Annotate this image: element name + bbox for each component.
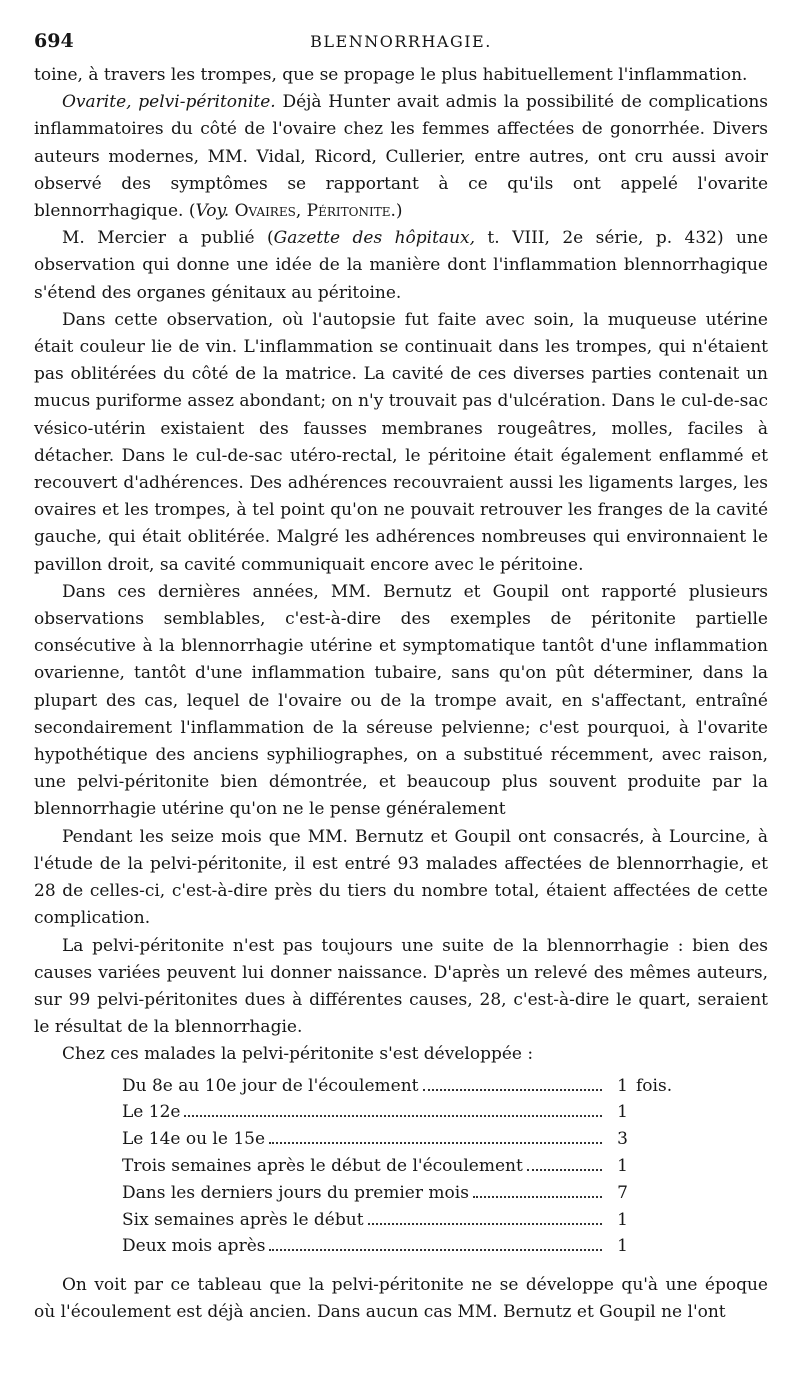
table-row (122, 1180, 682, 1207)
dot-leader (527, 1169, 602, 1171)
table-row (122, 1207, 682, 1234)
body-text (34, 62, 768, 1069)
separator: , (295, 201, 307, 222)
cross-reference-ovaires: Ovaires (234, 201, 296, 222)
row-count: 1 (617, 1075, 628, 1096)
table-row (122, 1233, 682, 1260)
paragraph-seize-mois: Pendant les seize mois que MM. Bernutz et Goupil ont consacrés, à Lourcine, à l'étude de la pelvi-péritonite, il est entré 93 malades affectées de blennorrhagie, et 28 de celles-ci, c'est-à-dire près du tiers du nombre total, étaient affectées de cette complication. (34, 826, 768, 929)
paragraph-table-intro: Chez ces malades la pelvi-péritonite s'est développée : (62, 1044, 534, 1065)
dot-leader (184, 1115, 602, 1117)
paragraph-mercier (34, 225, 768, 307)
running-head: BLENNORRHAGIE. (310, 32, 492, 51)
table-row (122, 1126, 682, 1153)
row-count: 1 (617, 1209, 628, 1230)
paragraph-text: Déjà Hunter avait admis la possibilité de complications inflammatoires du côté de l'ovaire chez les femmes affectées de gonorrhée. Divers auteurs modernes, MM. Vidal, Ricord, Cullerier, entre autres, ont cru aussi avoir observé des symptômes se rapportant à ce qu'ils ont appelé l'ovarite blennorrhagique. ( (34, 92, 769, 222)
row-count: 1 (617, 1236, 628, 1257)
journal-title: Gazette des hôpitaux, (273, 228, 476, 249)
row-label: Du 8e au 10e jour de l'écoulement (122, 1075, 419, 1096)
paragraph-conclusion: On voit par ce tableau que la pelvi-péritonite ne se développe qu'à une époque où l'écoulement est déjà ancien. Dans aucun cas MM. Bernutz et Goupil ne l'ont (34, 1275, 768, 1323)
table-row (122, 1073, 682, 1100)
paragraph-observation: Dans cette observation, où l'autopsie fut faite avec soin, la muqueuse utérine était couleur lie de vin. L'inflammation se continuait dans les trompes, qui n'étaient pas oblitérées du côté de la matrice. La cavité de ces diverses parties contenait un mucus puriforme assez abondant; on n'y trouvait pas d'ulcération. Dans le cul-de-sac vésico-utérin existaient des fausses membranes rougeâtres, molles, faciles à détacher. Dans le cul-de-sac utéro-rectal, le péritoine était également enflammé et recouvert d'adhérences. Des adhérences recouvraient aussi les ligaments larges, les ovaires et les trompes, à tel point qu'on ne pouvait retrouver les franges de la cavité gauche, qui était oblitérée. Malgré les adhérences nombreuses qui environnaient le pavillon droit, sa cavité communiquait encore avec le péritoine. (34, 309, 768, 575)
table-row (122, 1153, 682, 1180)
paragraph-text: t. VIII, 2e série, p. 432) une observation qui donne une idée de la manière dont l'inflammation blennorrhagique s'étend des organes génitaux au péritoine. (34, 228, 769, 303)
paragraph-ovarite (34, 89, 768, 225)
row-label: Le 14e ou le 15e (122, 1129, 266, 1150)
row-count: 1 (617, 1155, 628, 1176)
paragraph-bernutz-goupil: Dans ces dernières années, MM. Bernutz et Goupil ont rapporté plusieurs observations semblables, c'est-à-dire des exemples de péritonite partielle consécutive à la blennorrhagie utérine et symptomatique tantôt d'une inflammation ovarienne, tantôt d'une inflammation tubaire, sans qu'on pût déterminer, dans la plupart des cas, lequel de l'ovaire ou de la trompe avait, en s'affectant, entraîné secondairement l'inflammation de la séreuse pelvienne; c'est pourquoi, à l'ovarite hypothétique des anciens syphiliographes, on a substitué récemment, avec raison, une pelvi-péritonite bien démontrée, et beaucoup plus souvent produite par la blennorrhagie utérine qu'on ne le pense généralement (34, 581, 768, 820)
dot-leader (269, 1142, 602, 1144)
dot-leader (269, 1249, 602, 1251)
row-unit: fois. (636, 1075, 673, 1096)
cross-reference-peritonite: Péritonite (306, 201, 391, 222)
paragraph-text: M. Mercier a publié ( (62, 228, 274, 249)
dot-leader (368, 1223, 602, 1225)
onset-table (122, 1073, 682, 1261)
body-text-continued (34, 1272, 768, 1326)
voy-abbreviation: Voy. (195, 201, 230, 222)
paragraph-continuation: toine, à travers les trompes, que se propage le plus habituellement l'inflammation. (34, 65, 748, 85)
dot-leader (423, 1089, 602, 1091)
table-row (122, 1099, 682, 1126)
page (34, 30, 768, 1327)
row-label: Deux mois après (122, 1236, 266, 1257)
row-label: Dans les derniers jours du premier mois (122, 1182, 469, 1203)
row-count: 7 (617, 1182, 628, 1203)
paragraph-causes: La pelvi-péritonite n'est pas toujours une suite de la blennorrhagie : bien des causes variées peuvent lui donner naissance. D'après un relevé des mêmes auteurs, sur 99 pelvi-péritonites dues à différentes causes, 28, c'est-à-dire le quart, seraient le résultat de la blennorrhagie. (34, 935, 768, 1038)
dot-leader (473, 1196, 602, 1198)
paragraph-end: .) (390, 201, 403, 222)
row-count: 1 (617, 1102, 628, 1123)
section-lead-ovarite: Ovarite, pelvi-péritonite. (62, 92, 276, 113)
page-number: 694 (34, 30, 74, 52)
page-header (34, 30, 768, 62)
row-label: Six semaines après le début (122, 1209, 364, 1230)
row-count: 3 (617, 1129, 628, 1150)
row-label: Le 12e (122, 1102, 181, 1123)
row-label: Trois semaines après le début de l'écoulement (122, 1155, 523, 1176)
